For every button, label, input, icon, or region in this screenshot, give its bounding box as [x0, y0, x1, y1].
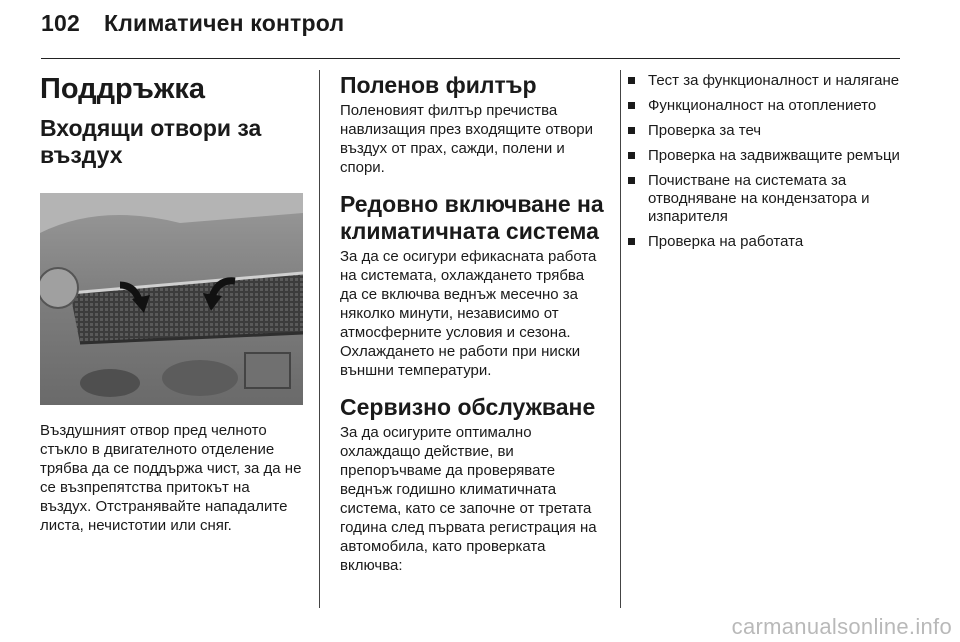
list-item-text: Проверка за теч: [648, 122, 762, 139]
column-left: [40, 72, 305, 535]
page-header: [41, 10, 344, 37]
section-body: За да се осигури ефикасната работа на системата, охлаждането трябва да се включва веднъж месечно за няколко минути, независимо от атмосферните условия и сезона. Охлаждането не работи при ниски външни температури.: [340, 248, 597, 379]
checklist: [624, 72, 914, 251]
list-item-text: Проверка на работата: [648, 233, 804, 250]
subsection-title: Входящи отвори за въздух: [40, 115, 262, 168]
column-divider: [319, 70, 320, 608]
watermark: carmanualsonline.info: [731, 614, 952, 639]
list-item-text: Проверка на задвижващите ремъци: [648, 147, 900, 164]
chapter-title: Поддръжка: [40, 73, 206, 105]
list-item: [624, 147, 914, 165]
section-heading: Сервизно обслужване: [340, 394, 596, 420]
column-right: [624, 72, 914, 258]
list-item: [624, 172, 914, 226]
air-inlet-illustration: [40, 193, 303, 405]
section-body: Поленовият филтър пречиства навлизащия през входящите отвори въздух от прах, сажди, полени и спори.: [340, 102, 594, 176]
bullet-icon: [628, 102, 635, 109]
bullet-icon: [628, 177, 635, 184]
list-item: [624, 97, 914, 115]
column-divider: [620, 70, 621, 608]
section-body: За да осигурите оптимално охлаждащо действие, ви препоръчваме да проверявате веднъж годишно климатичната система, като се започне от третата година след първата регистрация на автомобила, като проверката включва:: [340, 424, 597, 574]
list-item: [624, 233, 914, 251]
page-number: 102: [41, 10, 80, 36]
list-item-text: Почистване на системата за отводняване на кондензатора и изпарителя: [648, 172, 870, 225]
section-heading: Редовно включване на климатичната система: [340, 191, 604, 244]
engine-bay-photo: [40, 193, 303, 405]
section-regular-activation: [340, 191, 605, 380]
photo-caption: Въздушният отвор пред челното стъкло в двигателното отделение трябва да се поддържа чист, за да не се възпрепятства притокът на въздух. Отстранявайте нападалите листа, нечистотии или сняг.: [40, 422, 302, 534]
list-item: [624, 122, 914, 140]
bullet-icon: [628, 127, 635, 134]
header-divider: [41, 58, 900, 59]
list-item: [624, 72, 914, 90]
bullet-icon: [628, 238, 635, 245]
section-title: Климатичен контрол: [103, 10, 345, 36]
list-item-text: Функционалност на отоплението: [648, 97, 877, 114]
section-service: [340, 394, 605, 575]
section-heading: Поленов филтър: [340, 72, 537, 98]
bullet-icon: [628, 77, 635, 84]
list-item-text: Тест за функционалност и налягане: [648, 72, 900, 89]
bullet-icon: [628, 152, 635, 159]
column-middle: [340, 72, 605, 589]
section-pollen-filter: [340, 72, 605, 177]
